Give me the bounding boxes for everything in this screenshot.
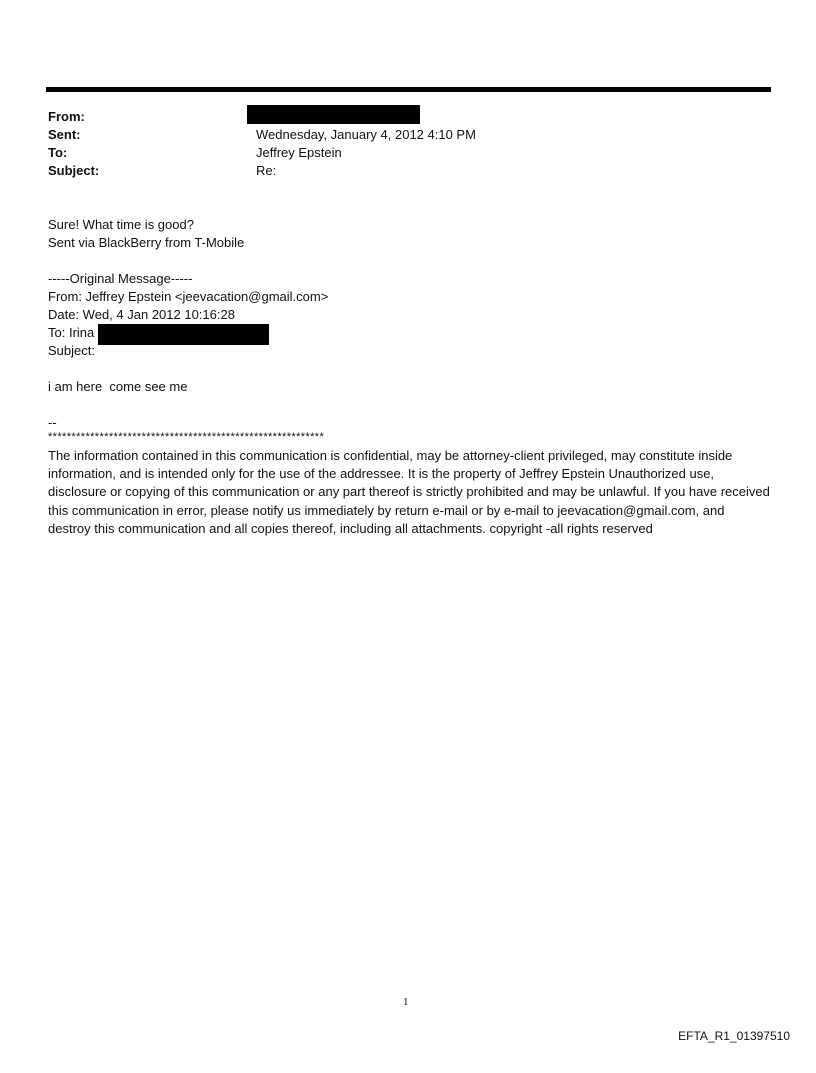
signature-dash: --	[48, 415, 57, 430]
sent-value: Wednesday, January 4, 2012 4:10 PM	[256, 127, 476, 142]
subject-label: Subject:	[48, 163, 100, 178]
sent-label: Sent:	[48, 127, 81, 142]
to-value: Jeffrey Epstein	[256, 145, 342, 160]
to-label: To:	[48, 145, 68, 160]
original-separator: -----Original Message-----	[48, 271, 193, 286]
original-subject: Subject:	[48, 343, 95, 358]
document-id: EFTA_R1_01397510	[678, 1029, 790, 1043]
to-redaction	[98, 324, 269, 345]
reply-line: Sure! What time is good?	[48, 217, 194, 232]
reply-signature-line: Sent via BlackBerry from T-Mobile	[48, 235, 245, 250]
original-body: i am here come see me	[48, 379, 188, 394]
from-redaction	[247, 105, 420, 124]
header-rule	[46, 87, 771, 92]
from-label: From:	[48, 109, 85, 124]
disclaimer-paragraph: The information contained in this communication is confidential, may be attorney-client privileged, may constitute inside information, and is intended only for the use of the addressee. It is the property of Jeffrey Epstein Unauthorized use, disclosure or copying of this communication or any part thereof is strictly prohibited and may be unlawful. If you have received this communication in error, please notify us immediately by return e-mail or by e-mail to jeevacation@gmail.com, and destroy this communication and all copies thereof, including all attachments. copyright -all rights reserved	[48, 448, 770, 536]
page-number: 1	[403, 996, 409, 1008]
original-date: Date: Wed, 4 Jan 2012 10:16:28	[48, 307, 235, 322]
signature-stars: ***********************************************************	[48, 431, 325, 443]
original-from: From: Jeffrey Epstein <jeevacation@gmail.com>	[48, 289, 329, 304]
subject-value: Re:	[256, 163, 277, 178]
original-to: To: Irina	[48, 325, 95, 340]
